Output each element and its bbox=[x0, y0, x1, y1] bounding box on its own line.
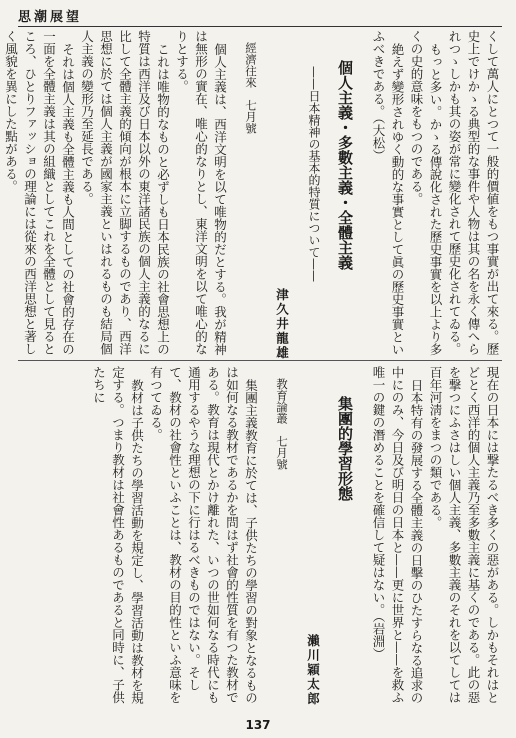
header-rule bbox=[18, 26, 502, 27]
section-divider bbox=[18, 360, 502, 361]
paragraph: 日本特有の發展する全體主義の日擊のひたすらなる追求の中にのみ、今日及び明日の日本と——更に世界と——を救ふ唯一の鍵の潛めることを確信して疑はない。（岩淵） bbox=[371, 366, 424, 704]
paragraph: これは唯物的なものと必ずしも日本民族の社會思想上の特質は西洋及び日本以外の東洋諸民族の個人主義的なるに比して全體主義的傾向が根本に立脚するものであり、西洋思想に於ては個人主義が國家主義といはれるものも結局個人主義の變形乃至延長である。 bbox=[79, 30, 171, 355]
paragraph: もっと多い。かゝる傳說化された歷史事實を以上より多くの史的意味をもつのである。 bbox=[409, 30, 443, 355]
author-byline: 津久井龍雄 bbox=[274, 287, 290, 360]
paragraph bbox=[0, 30, 2, 360]
paragraph: 個人主義は、西洋文明を以て唯物的だとする。我が精神は無形の實在、唯心的なりとし、東洋文明を以て唯心的なりとする。 bbox=[174, 30, 228, 355]
article-subtitle: ——日本精神の基本的特質について—— bbox=[307, 66, 321, 282]
page-number: 137 bbox=[245, 718, 271, 732]
author-byline: 瀨川穎太郎 bbox=[305, 633, 321, 706]
paragraph: 絶えず變形されゆく動的な事實として眞の歷史事實といふべきである。（大松） bbox=[371, 30, 405, 355]
lower-text-block bbox=[18, 366, 502, 706]
article-title: 集團的學習形態 bbox=[336, 396, 354, 501]
article-title: 個人主義・多數主義・全體主義 bbox=[336, 60, 354, 270]
source-journal: 教育論叢 七月號 bbox=[275, 377, 289, 470]
paragraph: 現在の日本には撃たるべき多くの惡がある。しかもそれはとどとく西洋的個人主義乃至多數主義に基くのである。此の惡を撃つにふさはしい個人主義、多數主義のそれを以てしては百年河淸をまつの類である。 bbox=[428, 366, 500, 704]
paragraph: くして萬人にとつて一般的價値をもつ事實が出て來る。歷史上でけかゝる典型的な事件や人物は其の名を永く傳へられつゝしかも其の姿が常に變化されて歷史化されてゐる。 bbox=[447, 30, 500, 355]
upper-text-block bbox=[3, 30, 502, 360]
paragraph: 集團主義教育に於ては、子供たちの學習の對象となるものは如何なる教材であるかを問はず社會的性質を有つた教材である。教育は現代とかけ離れた、いつの世如何なる時代にも通用するやうな理想の下に行はるべきものではない。そして、教材の社會性といふことは、教材の目的性といふ意味を有つてゐる。 bbox=[148, 366, 259, 704]
source-journal: 經濟往來 七月號 bbox=[244, 41, 258, 134]
running-header: 思潮展望 bbox=[18, 10, 83, 25]
paragraph: 教材は子供たちの學習活動を規定し、學習活動は教材を規定する。つまり教材は社會性あるものであると同時に、子供たちに bbox=[91, 366, 145, 704]
paragraph: それは個人主義も全體主義も人間としての社會的存在の一面を全體主義は其の組織としてこれを全體として見るところ、ひとりファッショの理論には從來の西洋思想と著しく風貌を異にした點がある。 bbox=[3, 30, 76, 355]
